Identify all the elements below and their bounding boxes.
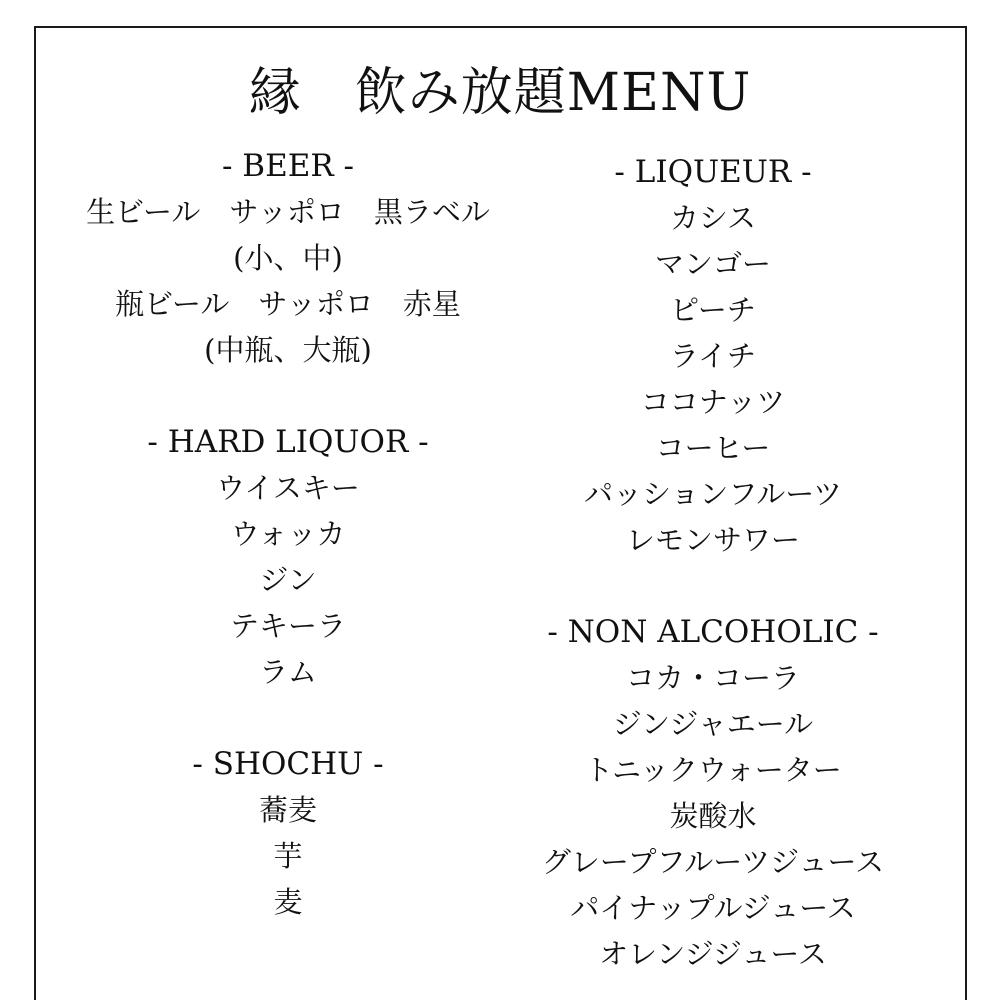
liqueur-item: パッションフルーツ: [583, 477, 843, 511]
liqueur-item: マンゴー: [654, 247, 771, 281]
beer-item: 生ビール サッポロ 黒ラベル: [86, 195, 490, 229]
beer-item: (中瓶、大瓶): [204, 333, 372, 367]
non-alcoholic-item: グレープフルーツジュース: [541, 845, 885, 879]
non-alcoholic-item: 炭酸水: [669, 799, 757, 833]
hard-liquor-heading: - HARD LIQUOR -: [147, 424, 429, 460]
shochu-item: 芋: [273, 839, 303, 873]
shochu-heading: - SHOCHU -: [192, 746, 384, 782]
non-alcoholic-item: ジンジャエール: [612, 707, 814, 741]
non-alcoholic-item: オレンジジュース: [599, 937, 827, 971]
hard-liquor-item: ウイスキー: [216, 471, 360, 505]
section-spacer: [80, 373, 496, 419]
hard-liquor-item: ラム: [259, 655, 317, 689]
right-column: [505, 149, 921, 977]
non-alcoholic-item: パイナップルジュース: [570, 891, 856, 925]
hard-liquor-item: ジン: [259, 563, 317, 597]
liqueur-item: ピーチ: [670, 293, 756, 327]
non-alcoholic-item: コカ・コーラ: [625, 661, 800, 695]
liqueur-item: カシス: [669, 201, 757, 235]
section-spacer: [80, 695, 496, 741]
liqueur-item: ココナッツ: [640, 385, 786, 419]
hard-liquor-item: テキーラ: [229, 609, 346, 643]
hard-liquor-item: ウォッカ: [230, 517, 346, 551]
beer-item: 瓶ビール サッポロ 赤星: [115, 287, 461, 321]
liqueur-item: レモンサワー: [625, 523, 800, 557]
non-alcoholic-heading: - NON ALCOHOLIC -: [547, 614, 879, 650]
liqueur-item: コーヒー: [655, 431, 771, 465]
shochu-item: 麦: [273, 885, 303, 919]
left-column: [80, 143, 496, 925]
non-alcoholic-item: トニックウォーター: [584, 753, 842, 787]
beer-heading: - BEER -: [221, 148, 355, 184]
liqueur-heading: - LIQUEUR -: [614, 154, 812, 190]
section-spacer: [505, 563, 921, 609]
liqueur-item: ライチ: [669, 339, 757, 373]
menu-title: 縁 飲み放題MENU: [248, 63, 752, 123]
beer-item: (小、中): [233, 241, 343, 275]
shochu-item: 蕎麦: [258, 793, 317, 827]
